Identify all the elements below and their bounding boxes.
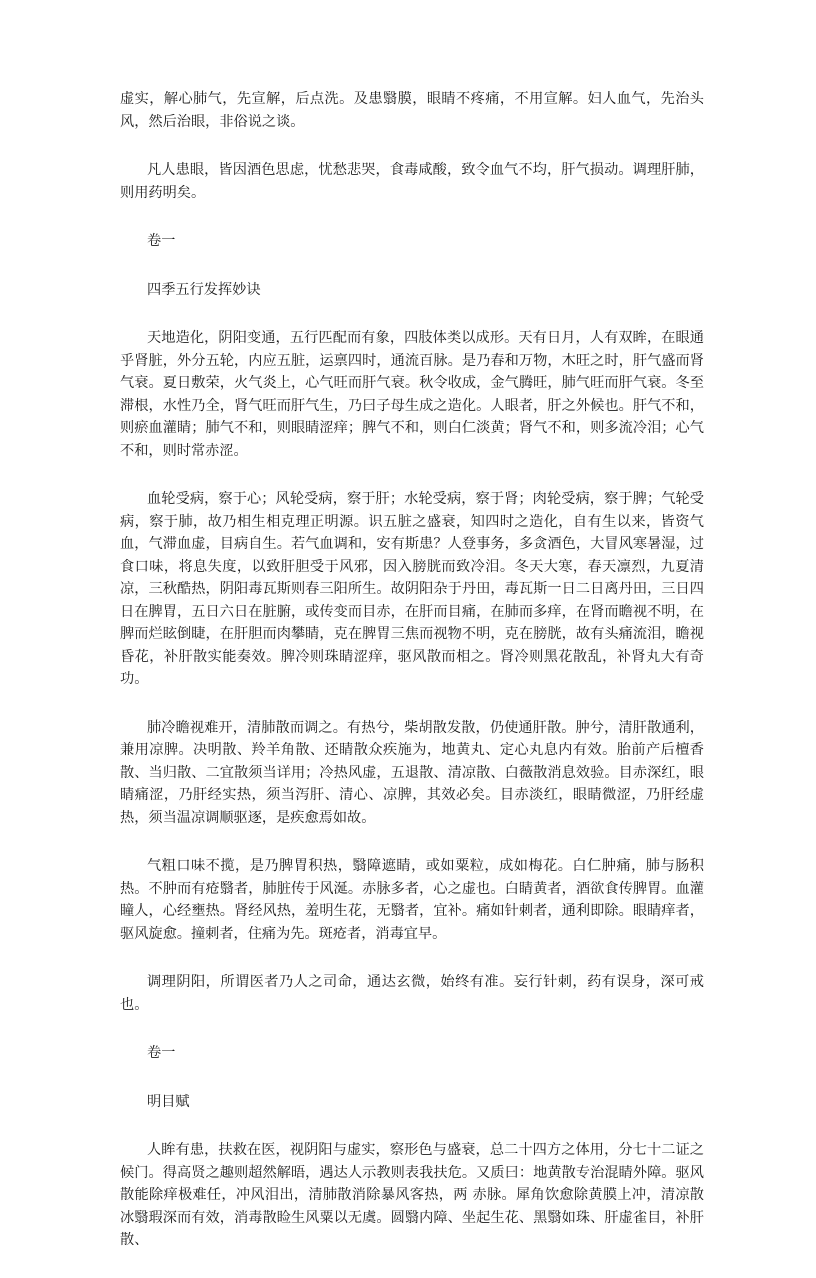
body-paragraph: 人眸有患，扶救在医，视阴阳与虚实，察形色与盛衰，总二十四方之体用，分七十二证之候门。得高贤之趣则超然解晤，遇达人示教则表我扶危。又质曰：地黄散专治混睛外障。驱风散能除痒极难任，冲风泪出，清肺散消除暴风客热，两 赤脉。犀角饮愈除黄膜上冲，清凉散冰翳瑕深而有效，消毒散睑生风粟以无虞。圆翳内障、坐起生花、黑翳如珠、肝虚雀目，补肝散、 — [120, 1142, 704, 1248]
body-paragraph: 天地造化，阴阳变通，五行匹配而有象，四肢体类以成形。天有日月，人有双眸，在眼通乎肾脏，外分五轮，内应五脏，运禀四时，通流百脉。是乃春和万物，木旺之时，肝气盛而肾气衰。夏日敷荣，火气炎上，心气旺而肝气衰。秋令收成，金气腾旺，肺气旺而肝气衰。冬至滞根，水性乃全，肾气旺而肝气生，乃曰子母生成之造化。人眼者，肝之外候也。肝气不和，则瘀血灌睛；肺气不和，则眼睛涩痒；脾气不和，则白仁淡黄；肾气不和，则多流冷泪；心气不和，则时常赤涩。 — [120, 330, 704, 459]
section-heading: 卷一 — [147, 233, 176, 249]
section-heading: 四季五行发挥妙诀 — [147, 281, 261, 298]
body-paragraph: 调理阴阳，所谓医者乃人之司命，通达玄微，始终有准。妄行针刺，药有误身，深可戒也。 — [120, 974, 704, 1013]
section-heading: 明目赋 — [147, 1093, 190, 1110]
section-heading: 卷一 — [147, 1045, 176, 1061]
body-paragraph: 肺冷瞻视难开，清肺散而调之。有热兮，柴胡散发散，仍使通肝散。肿兮，清肝散通利，兼用凉脾。决明散、羚羊角散、还睛散众疾施为，地黄丸、定心丸息内有效。胎前产后檀香散、当归散、二宜散须当详用；冷热风虚，五退散、清凉散、白薇散消息效验。目赤深红，眼睛痛涩，乃肝经实热，须当泻肝、清心、凉脾，其效必矣。目赤淡红，眼睛微涩，乃肝经虚热，须当温凉调顺驱逐，是疾愈焉如故。 — [120, 719, 704, 826]
body-paragraph: 凡人患眼，皆因酒色思虑，忧愁悲哭，食毒咸酸，致令血气不均，肝气损动。调理肝肺，则用药明矣。 — [120, 162, 704, 201]
document-page — [120, 88, 704, 1278]
body-paragraph: 气粗口味不揽，是乃脾胃积热，翳障遮睛，或如粟粒，成如梅花。白仁肿痛，肺与肠积热。不肿而有疮翳者，肺脏传于风涎。赤脉多者，心之虚也。白睛黄者，酒欲食传脾胃。血灌瞳人，心经壅热。肾经风热，羞明生花，无翳者，宜补。痛如针刺者，通利即除。眼睛痒者，驱风旋愈。撞刺者，住痛为先。斑疮者，消毒宜早。 — [120, 858, 704, 942]
body-paragraph: 虚实，解心肺气，先宣解，后点洗。及患翳膜，眼睛不疼痛，不用宣解。妇人血气，先治头风，然后治眼，非俗说之谈。 — [120, 91, 704, 130]
body-paragraph: 血轮受病，察于心；风轮受病，察于肝；水轮受病，察于肾；肉轮受病，察于脾；气轮受病，察于肺，故乃相生相克理正明源。识五脏之盛衰，知四时之造化，自有生以来，皆资气血，气滞血虚，目病自生。若气血调和，安有斯患？人登事务，多贪酒色，大冒风寒暑湿，过食口味，将息失度，以致肝胆受于风邪，因入膀胱而致冷泪。冬天大寒，春天凛烈，九夏清凉，三秋酷热，阴阳毒瓦斯则春三阳所生。故阴阳杂于丹田，毒瓦斯一日二日离丹田，三日四日在脾胃，五日六日在脏腑，或传变而目赤，在肝而目痛，在肺而多痒，在肾而瞻视不明，在脾而烂眩倒睫，在肝胆而肉攀睛，克在脾胃三焦而视物不明，克在膀胱，故有头痛流泪，瞻视昏花，补肝散实能奏效。脾冷则珠睛涩痒，驱风散而相之。肾冷则黑花散乱，补肾丸大有奇功。 — [120, 491, 704, 687]
